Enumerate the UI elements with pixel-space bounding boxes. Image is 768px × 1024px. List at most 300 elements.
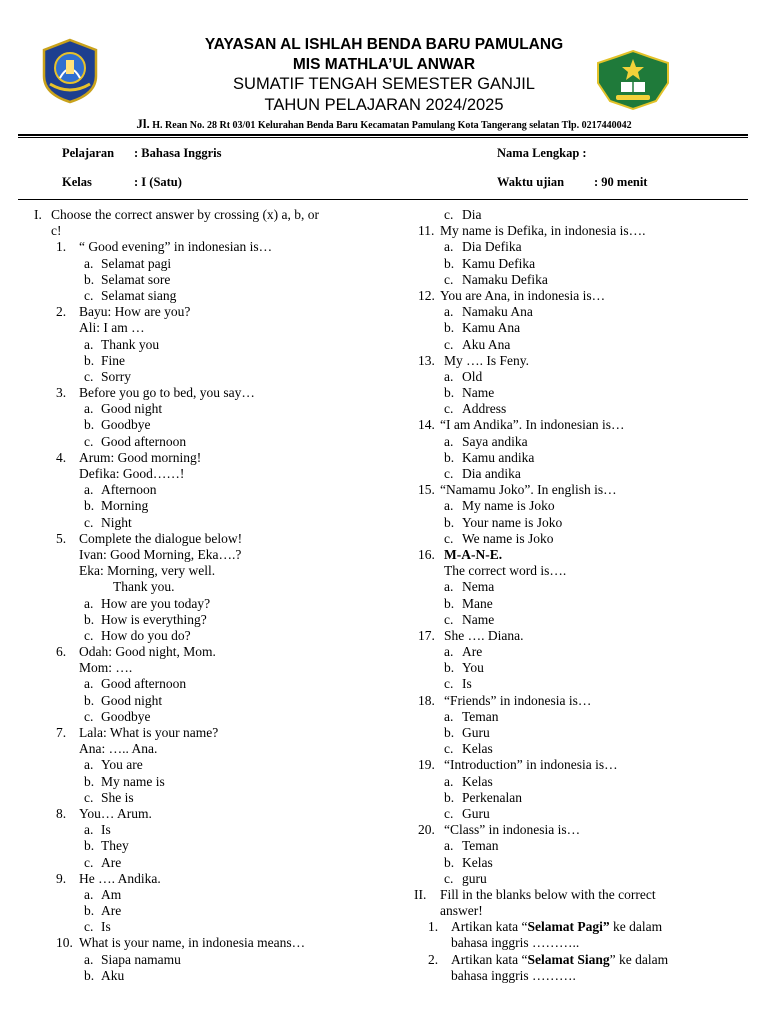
question-5-line [34,547,364,563]
question-3 [34,385,364,401]
option-text: Mane [462,595,493,611]
option-letter: a. [84,757,94,773]
option-letter: b. [84,967,95,983]
option-text: Is [101,822,111,838]
option-letter: b. [444,789,455,805]
option-text: Is [101,919,111,935]
address-text: H. Rean No. 28 Rt 03/01 Kelurahan Benda Baru Kecamatan Pamulang Kota Tangerang selatan Tlp. 0217440042 [149,120,632,131]
question-text: M-A-N-E. [444,546,503,562]
answer-option [414,385,744,401]
answer-option [34,417,364,433]
answer-option [34,353,364,369]
info-rule [18,199,748,200]
option-text: Dia [462,207,482,222]
option-letter: a. [84,886,94,902]
answer-option [414,790,744,806]
option-text: Goodbye [101,708,151,724]
option-text: Name [462,385,495,401]
option-letter: a. [84,255,94,271]
question-text: The correct word is…. [444,563,567,579]
option-text: Fine [101,352,126,368]
question-number: 15. [418,482,435,498]
answer-option [414,369,744,385]
option-letter: b. [444,854,455,870]
option-letter: a. [84,822,94,838]
question-text: Bayu: How are you? [79,304,191,320]
answer-option [414,531,744,547]
question-text: My …. Is Feny. [444,352,530,368]
answer-option [34,498,364,514]
question-8 [34,806,364,822]
question-6-line [34,660,364,676]
option-letter: b. [84,773,95,789]
question-20 [414,822,744,838]
item-blank: bahasa inggris ……….. [451,935,580,951]
option-text: Dia Defika [462,239,522,255]
question-text: “Friends” in indonesia is… [444,692,592,708]
option-text: Good afternoon [101,676,187,692]
questions-right-column [414,207,744,984]
option-letter: b. [84,352,95,368]
school-address [0,116,768,132]
option-text: Are [462,644,483,660]
option-text: Selamat siang [101,287,177,303]
option-letter: a. [444,498,454,514]
option-letter: a. [444,773,454,789]
answer-option [34,919,364,935]
section-instruction: Choose the correct answer by crossing (x) a, b, or [51,207,320,222]
option-letter: c. [444,805,454,821]
header-rule-thick [18,134,748,136]
option-letter: c. [84,514,94,530]
option-letter: a. [444,368,454,384]
item-bold: Selamat Pagi” [527,919,610,935]
answer-option [414,676,744,692]
question-9 [34,871,364,887]
answer-option [414,337,744,353]
option-text: Address [462,401,507,417]
question-2-line [34,320,364,336]
question-7-line [34,741,364,757]
option-text: Guru [462,725,490,740]
class-value: : I (Satu) [134,175,182,189]
question-5-line [34,579,364,595]
question-14 [414,417,744,433]
answer-option [414,239,744,255]
option-letter: c. [444,401,454,417]
answer-option [414,515,744,531]
option-letter: c. [84,854,94,870]
question-text: She …. Diana. [444,627,524,643]
answer-option [414,466,744,482]
answer-option [414,660,744,676]
option-letter: b. [84,838,95,854]
option-letter: a. [84,336,94,352]
option-text: Thank you [101,336,160,352]
question-16 [414,547,744,563]
option-text: Teman [462,708,499,724]
fill-in-item-cont [414,935,744,951]
question-text: Complete the dialogue below! [79,530,243,546]
option-letter: c. [444,207,454,222]
option-letter: c. [84,789,94,805]
option-letter: c. [444,336,454,352]
option-letter: c. [444,611,454,627]
item-number: 1. [428,919,439,935]
school-name: MIS MATHLA’UL ANWAR [292,56,476,73]
option-letter: b. [444,725,455,740]
foundation-name: YAYASAN AL ISHLAH BENDA BARU PAMULANG [204,36,564,53]
answer-option [34,434,364,450]
option-text: Your name is Joko [462,514,563,530]
question-text: Lala: What is your name? [79,725,219,740]
option-text: Teman [462,838,499,854]
option-text: Sorry [101,368,131,384]
section-number: II. [414,886,427,902]
option-text: How do you do? [101,627,191,643]
question-number: 17. [418,627,435,643]
item-text [451,919,662,935]
question-number: 3. [56,385,67,401]
question-text: “Namamu Joko”. In english is… [440,482,617,498]
question-number: 13. [418,352,435,368]
section-2-heading [414,887,744,903]
answer-option [34,952,364,968]
question-number: 20. [418,822,435,838]
answer-option [34,482,364,498]
item-text [451,952,668,968]
option-letter: a. [84,676,94,692]
option-text: Good night [101,692,163,708]
option-text: Kamu Defika [462,255,536,271]
option-text: Are [101,854,122,870]
option-letter: c. [444,676,454,692]
question-12 [414,288,744,304]
option-text: Old [462,368,483,384]
option-letter: b. [444,385,455,401]
class-label: Kelas [62,175,92,189]
answer-option [414,644,744,660]
question-text: Before you go to bed, you say… [79,385,255,401]
option-letter: c. [84,433,94,449]
answer-option [414,838,744,854]
option-text: Kelas [462,741,493,757]
answer-option [414,774,744,790]
option-text: Guru [462,805,490,821]
option-text: How is everything? [101,611,207,627]
option-letter: c. [84,708,94,724]
option-text: Perkenalan [462,789,522,805]
question-text: “Introduction” in indonesia is… [444,757,618,773]
option-text: They [101,838,129,854]
option-letter: a. [444,433,454,449]
question-10 [34,935,364,951]
address-prefix: Jl. [136,116,150,131]
question-number: 1. [56,239,67,255]
option-letter: a. [444,239,454,255]
academic-year: TAHUN PELAJARAN 2024/2025 [264,96,504,114]
option-letter: b. [444,449,455,465]
option-letter: b. [84,903,95,919]
header-rule-thin [18,137,748,138]
question-16-line [414,563,744,579]
question-5-line [34,563,364,579]
option-letter: b. [444,255,455,271]
option-letter: c. [84,287,94,303]
answer-option [34,288,364,304]
answer-option [34,693,364,709]
question-number: 9. [56,870,67,886]
answer-option [34,369,364,385]
option-text: How are you today? [101,595,211,611]
answer-option [34,757,364,773]
option-letter: a. [84,482,94,498]
question-number: 2. [56,304,67,320]
question-text: Eka: Morning, very well. [79,563,216,579]
answer-option [414,434,744,450]
option-text: Aku Ana [462,336,511,352]
section-1-heading-cont [34,223,364,239]
question-text: Ana: ….. Ana. [79,741,158,757]
question-text: Odah: Good night, Mom. [79,644,216,660]
question-text: “ Good evening” in indonesian is… [79,239,273,255]
item-blank: bahasa inggris ………. [451,967,576,983]
option-letter: b. [84,611,95,627]
question-15 [414,482,744,498]
option-text: Aku [101,967,125,983]
answer-option [414,498,744,514]
option-letter: a. [444,708,454,724]
option-text: Good afternoon [101,433,187,449]
option-text: Night [101,514,132,530]
option-text: You [462,660,484,676]
option-letter: c. [444,870,454,886]
option-letter: c. [444,271,454,287]
section-1-heading [34,207,364,223]
answer-option [414,725,744,741]
answer-option [414,871,744,887]
answer-option [34,596,364,612]
question-text: You… Arum. [79,805,152,821]
question-text: Ali: I am … [79,320,145,336]
question-number: 10. [56,935,73,951]
answer-option [34,855,364,871]
option-text: Kelas [462,854,493,870]
option-text: Name [462,611,495,627]
option-text: Afternoon [101,482,157,498]
option-letter: a. [444,838,454,854]
option-text: My name is Joko [462,498,555,514]
section-instruction: Fill in the blanks below with the correct [440,886,656,902]
option-text: We name is Joko [462,530,554,546]
question-number: 12. [418,287,435,303]
answer-option [34,822,364,838]
option-text: Nema [462,579,495,595]
option-letter: c. [444,530,454,546]
question-text: Thank you. [113,579,175,595]
answer-option [34,676,364,692]
question-text: Mom: …. [79,660,133,676]
questions-left-column [34,207,364,984]
answer-option [34,774,364,790]
exam-title: SUMATIF TENGAH SEMESTER GANJIL [233,75,535,93]
option-letter: b. [84,692,95,708]
answer-option [414,304,744,320]
time-value: : 90 menit [594,175,648,189]
option-text: Dia andika [462,466,521,481]
option-letter: a. [444,644,454,660]
option-letter: a. [84,595,94,611]
option-text: She is [101,789,134,805]
question-text: “Class” in indonesia is… [444,822,581,838]
answer-option [34,790,364,806]
letterhead [0,0,768,135]
option-letter: a. [84,951,94,967]
answer-option [34,628,364,644]
question-text: What is your name, in indonesia means… [79,935,306,951]
question-text: Defika: Good……! [79,466,185,481]
section-instruction: answer! [440,903,483,919]
option-letter: b. [84,271,95,287]
item-pre: Artikan kata “ [451,919,528,935]
answer-option [414,579,744,595]
question-2 [34,304,364,320]
question-13 [414,353,744,369]
answer-option [34,838,364,854]
fill-in-item [414,952,744,968]
question-11 [414,223,744,239]
section-instruction: c! [51,223,62,239]
option-letter: a. [444,579,454,595]
option-letter: a. [444,304,454,320]
answer-option [414,450,744,466]
option-text: Kelas [462,773,493,789]
question-6 [34,644,364,660]
answer-option [414,709,744,725]
question-number: 11. [418,223,435,239]
option-letter: b. [444,320,455,336]
answer-option [34,401,364,417]
answer-option [414,806,744,822]
question-number: 14. [418,417,435,433]
answer-option [414,741,744,757]
question-7 [34,725,364,741]
answer-option [414,401,744,417]
option-letter: b. [444,514,455,530]
time-label: Waktu ujian [497,175,565,189]
question-4-line [34,466,364,482]
option-text: Morning [101,498,149,514]
question-number: 16. [418,546,435,562]
subject-label: Pelajaran [62,146,115,160]
option-text: Is [462,676,472,692]
option-text: Selamat sore [101,271,171,287]
option-letter: c. [84,919,94,935]
fill-in-item [414,919,744,935]
answer-option [34,515,364,531]
option-text: My name is [101,773,165,789]
question-5 [34,531,364,547]
section-2-heading-cont [414,903,744,919]
option-letter: b. [84,417,95,433]
option-text: You are [101,757,143,773]
question-text: Arum: Good morning! [79,449,202,465]
answer-option [34,612,364,628]
question-number: 18. [418,692,435,708]
subject-value: : Bahasa Inggris [134,146,222,160]
question-number: 6. [56,644,67,660]
option-text: Siapa namamu [101,951,181,967]
option-letter: b. [444,595,455,611]
option-text: Namaku Defika [462,271,548,287]
option-text: Kamu andika [462,449,535,465]
question-number: 5. [56,530,67,546]
question-number: 7. [56,725,67,740]
option-text: Kamu Ana [462,320,521,336]
answer-option [414,320,744,336]
fill-in-item-cont [414,968,744,984]
option-text: Am [101,886,122,902]
answer-option [34,272,364,288]
option-letter: a. [84,401,94,417]
item-pre: Artikan kata “ [451,951,528,967]
option-letter: c. [444,466,454,481]
question-text: Ivan: Good Morning, Eka….? [79,546,242,562]
item-post: ke dalam [609,919,663,935]
option-text: Saya andika [462,433,528,449]
option-text: Namaku Ana [462,304,533,320]
option-letter: c. [84,627,94,643]
option-letter: b. [84,498,95,514]
option-letter: c. [84,368,94,384]
option-text: Are [101,903,122,919]
question-19 [414,757,744,773]
question-number: 19. [418,757,435,773]
answer-option [414,256,744,272]
question-text: You are Ana, in indonesia is… [440,287,606,303]
question-text: My name is Defika, in indonesia is…. [440,223,646,239]
answer-option [414,272,744,288]
answer-option [34,256,364,272]
question-number: 4. [56,449,67,465]
answer-option [34,337,364,353]
option-text: Goodbye [101,417,151,433]
answer-option [414,612,744,628]
answer-option [34,887,364,903]
question-17 [414,628,744,644]
question-text: “I am Andika”. In indonesian is… [440,417,625,433]
item-number: 2. [428,951,439,967]
answer-option [34,968,364,984]
question-number: 8. [56,805,67,821]
item-post: ” ke dalam [609,951,669,967]
answer-option [34,709,364,725]
answer-option [414,207,744,223]
question-text: He …. Andika. [79,870,161,886]
option-text: Good night [101,401,163,417]
option-text: Selamat pagi [101,255,172,271]
question-18 [414,693,744,709]
question-4 [34,450,364,466]
answer-option [414,855,744,871]
option-letter: b. [444,660,455,676]
section-number: I. [34,207,42,222]
name-label: Nama Lengkap : [497,146,587,160]
question-1 [34,239,364,255]
option-letter: c. [444,741,454,757]
option-text: guru [462,870,487,886]
answer-option [414,596,744,612]
